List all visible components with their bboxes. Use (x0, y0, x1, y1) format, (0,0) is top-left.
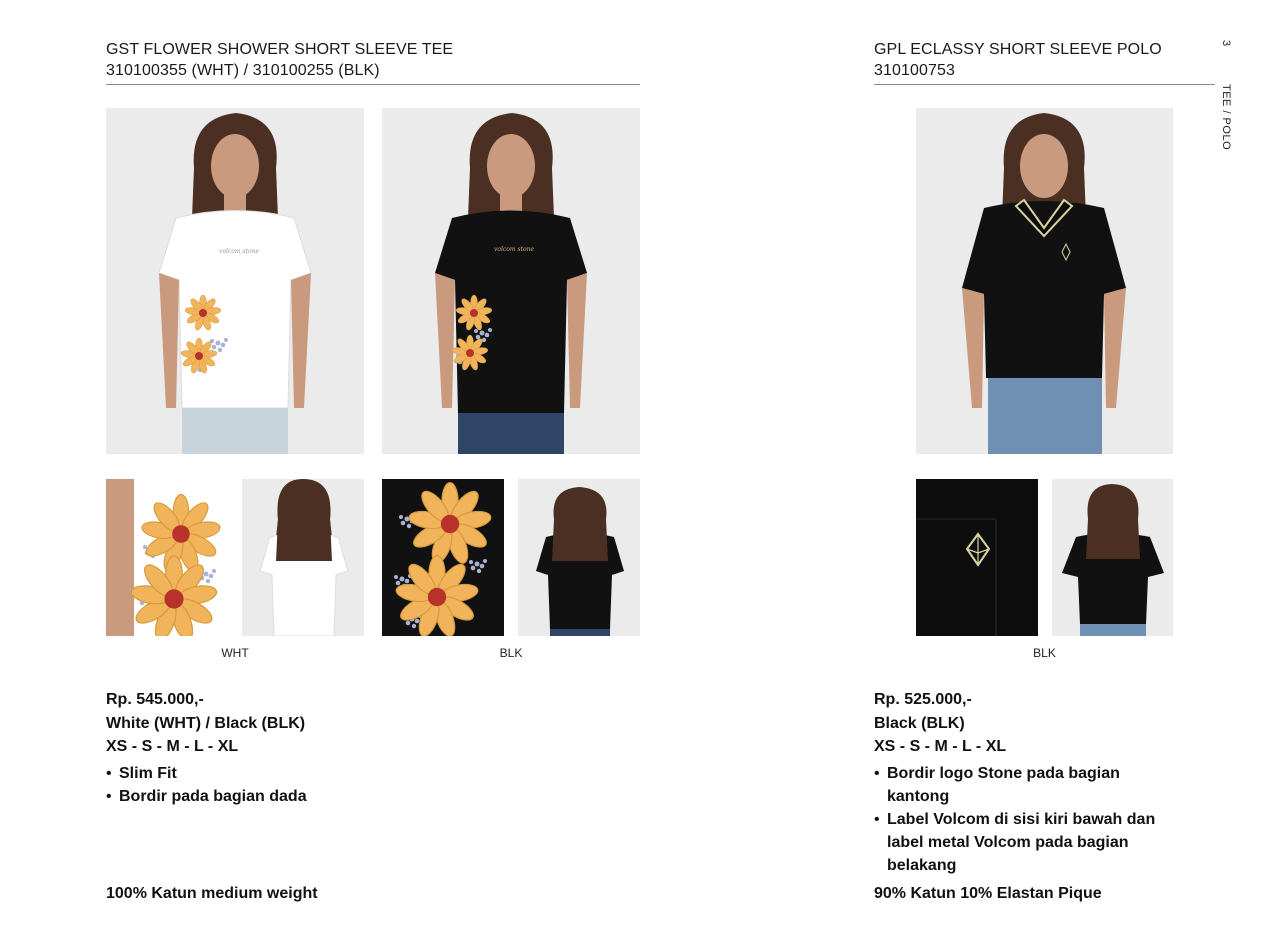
header-rule (874, 84, 1215, 85)
product-code: 310100753 (874, 62, 955, 79)
header-rule (106, 84, 640, 85)
photo-polo-back (1052, 479, 1173, 636)
photo-black-polo-front (916, 108, 1173, 454)
material-polo: 90% Katun 10% Elastan Pique (874, 885, 1102, 902)
photo-white-tee-front (106, 108, 364, 454)
svg-text:volcom stone: volcom stone (494, 246, 535, 253)
model-front-black-tee-image (382, 108, 640, 454)
feature-list (106, 762, 506, 808)
color-options: Black (BLK) (874, 714, 965, 732)
size-options: XS - S - M - L - XL (874, 738, 1007, 755)
photo-polo-logo-detail (916, 479, 1038, 636)
feature-item: • Label Volcom di sisi kiri bawah dan label metal Volcom pada bagian belakang (874, 808, 1184, 877)
flower-embroidery-detail-black-image (382, 479, 504, 636)
product-name: GPL ECLASSY SHORT SLEEVE POLO (874, 41, 1162, 58)
product-header-polo (874, 39, 1215, 81)
material-tee: 100% Katun medium weight (106, 885, 318, 902)
product-code: 310100355 (WHT) / 310100255 (BLK) (106, 62, 380, 79)
model-back-white-tee-image (242, 479, 364, 636)
section-label: TEE / POLO (1220, 84, 1232, 151)
price: Rp. 545.000,- (106, 691, 204, 708)
caption-wht: WHT (221, 646, 249, 660)
feature-item: • Slim Fit (106, 762, 506, 785)
side-tab (1220, 40, 1236, 160)
model-front-white-tee-image (106, 108, 364, 454)
model-back-black-polo-image (1052, 479, 1173, 636)
product-header-tee (106, 39, 640, 81)
photo-white-tee-back (242, 479, 364, 636)
photo-white-tee-detail (106, 479, 228, 636)
caption-polo-blk: BLK (1033, 646, 1056, 660)
product-info-tee (106, 688, 506, 808)
color-options: White (WHT) / Black (BLK) (106, 714, 306, 732)
model-back-black-tee-image (518, 479, 640, 636)
feature-item: • Bordir logo Stone pada bagian kantong (874, 762, 1184, 808)
stone-logo-detail-image (916, 479, 1038, 636)
caption-blk: BLK (499, 646, 523, 660)
feature-item: • Bordir pada bagian dada (106, 785, 506, 808)
photo-black-tee-detail (382, 479, 504, 636)
size-options: XS - S - M - L - XL (106, 738, 239, 755)
photo-black-tee-back (518, 479, 640, 636)
flower-embroidery-detail-white-image (106, 479, 228, 636)
model-front-black-polo-image (916, 108, 1173, 454)
price: Rp. 525.000,- (874, 691, 972, 708)
product-name: GST FLOWER SHOWER SHORT SLEEVE TEE (106, 41, 454, 58)
page-number: 3 (1220, 40, 1232, 47)
product-info-polo (874, 688, 1184, 877)
photo-black-tee-front (382, 108, 640, 454)
feature-list (874, 762, 1184, 877)
svg-text:volcom stone: volcom stone (219, 248, 260, 255)
